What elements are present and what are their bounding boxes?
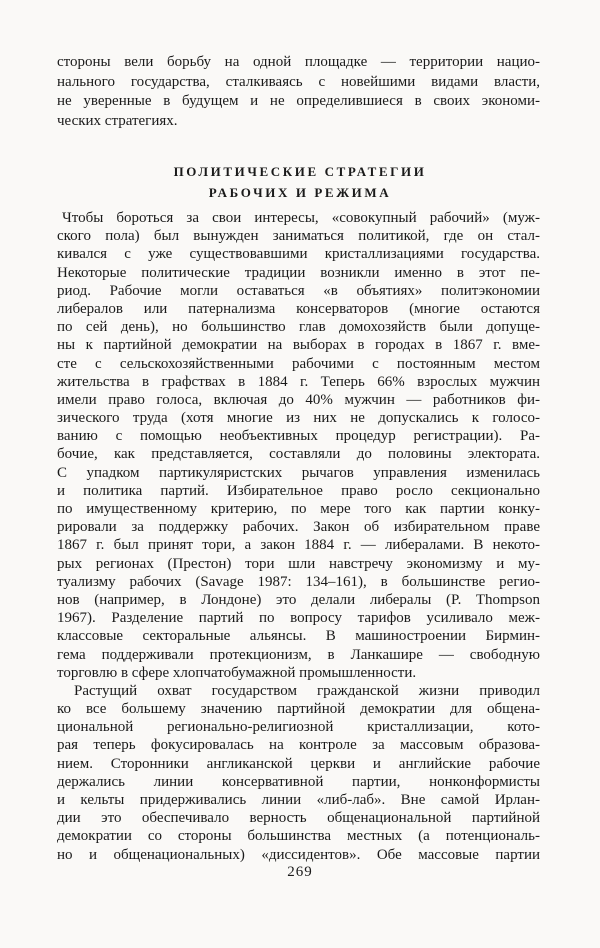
text-line: классовые секторальные альянсы. В машиностроении Бирмин-: [57, 628, 540, 645]
text-line: ческих стратегиях.: [57, 112, 178, 129]
intro-paragraph: [57, 53, 540, 131]
text-line: бочие, как представляется, составляли до половины электората.: [57, 446, 540, 463]
text-line: циональной регионально-религиозной кристаллизации, кото-: [57, 719, 540, 736]
text-line: по имущественному критерию, по мере того как партии конку-: [57, 501, 540, 517]
page-number-wrap: [0, 863, 600, 881]
section-heading-line-1: ПОЛИТИЧЕСКИЕ СТРАТЕГИИ: [173, 164, 427, 179]
text-line: демократии со стороны большинства местных (а потенциональ-: [57, 828, 540, 845]
text-line: Чтобы бороться за свои интересы, «совокупный рабочий» (муж-: [62, 210, 540, 226]
section-heading-line-2: РАБОЧИХ И РЕЖИМА: [208, 185, 392, 200]
text-line: сте с сельскохозяйственными рабочими с постоянным местом: [57, 355, 540, 372]
text-line: и кельты придерживались линии «либ-лаб». Вне самой Ирлан-: [57, 792, 540, 808]
text-line: туализму рабочих (Savage 1987: 134–161), в большинстве регио-: [57, 573, 540, 590]
text-line: ванию с помощью необъективных процедур регистрации). Ра-: [57, 428, 540, 445]
text-line: 1867 г. был принят тори, а закон 1884 г. — либералами. В некото-: [57, 537, 540, 554]
closing-paragraph: [57, 682, 540, 864]
text-line: имели право голоса, включая до 40% мужчин — работников фи-: [57, 391, 540, 408]
text-line: ны к партийной демократии на выборах в городах в 1867 г. вме-: [57, 337, 540, 354]
text-line: стороны вели борьбу на одной площадке — территории нацио-: [57, 54, 540, 70]
text-line: жительства в графствах в 1884 г. Теперь 66% взрослых мужчин: [57, 373, 540, 390]
text-line: но и общенациональных) «диссидентов». Обе массовые партии: [57, 846, 540, 863]
text-line: Некоторые политические традиции возникли именно в этот пе-: [57, 264, 540, 281]
section-heading: [0, 161, 600, 203]
text-line: Растущий охват государством гражданской жизни приводил: [74, 682, 540, 699]
text-line: риод. Рабочие могли оставаться «в объятиях» политэкономии: [57, 282, 540, 299]
text-line: торговлю в сфере хлопчатобумажной промышленности.: [57, 664, 417, 681]
text-line: не уверенные в будущем и не определившиеся в своих экономи-: [57, 93, 540, 109]
text-line: рировали за поддержку рабочих. Закон об избирательном праве: [57, 519, 540, 536]
page-number: 269: [287, 864, 313, 880]
text-line: кивался с уже существовавшими кристаллизациями государства.: [57, 246, 540, 263]
text-line: держались линии консервативной партии, нонконформисты: [57, 773, 540, 790]
text-line: 1967). Разделение партий по вопросу тарифов усиливало меж-: [57, 610, 540, 627]
text-line: гема поддерживали протекционизм, в Ланкашире — свободную: [57, 646, 540, 663]
text-line: рая теперь фокусировалась на контроле за массовым образова-: [57, 737, 540, 754]
text-line: нов (например, в Лондоне) это делали либералы (P. Thompson: [57, 591, 540, 608]
text-line: и политика партий. Избирательное право росло секционально: [57, 482, 540, 499]
text-line: рых регионах (Престон) тори шли навстречу экономизму и му-: [57, 555, 540, 572]
text-line: зического труда (хотя многие из них не допускались к голосо-: [57, 410, 540, 427]
text-line: ко все большему значению партийной демократии для общена-: [57, 701, 540, 718]
text-line: дии это обеспечивало верность общенациональной партийной: [57, 810, 540, 827]
main-paragraph: [57, 209, 540, 682]
text-line: либералов или патернализма консерваторов (многие остаются: [57, 300, 540, 317]
text-line: С упадком партикуляристских рычагов управления изменилась: [57, 464, 540, 481]
text-line: ского пола) был вынужден заниматься политикой, где он стал-: [57, 228, 540, 245]
text-line: нием. Сторонники англиканской церкви и английские рабочие: [57, 755, 540, 772]
body-text-column: [57, 209, 540, 864]
text-line: по сей день), но большинство глав домохозяйств были допуще-: [57, 319, 540, 336]
text-line: нального государства, сталкиваясь с новейшими видами власти,: [57, 73, 540, 90]
